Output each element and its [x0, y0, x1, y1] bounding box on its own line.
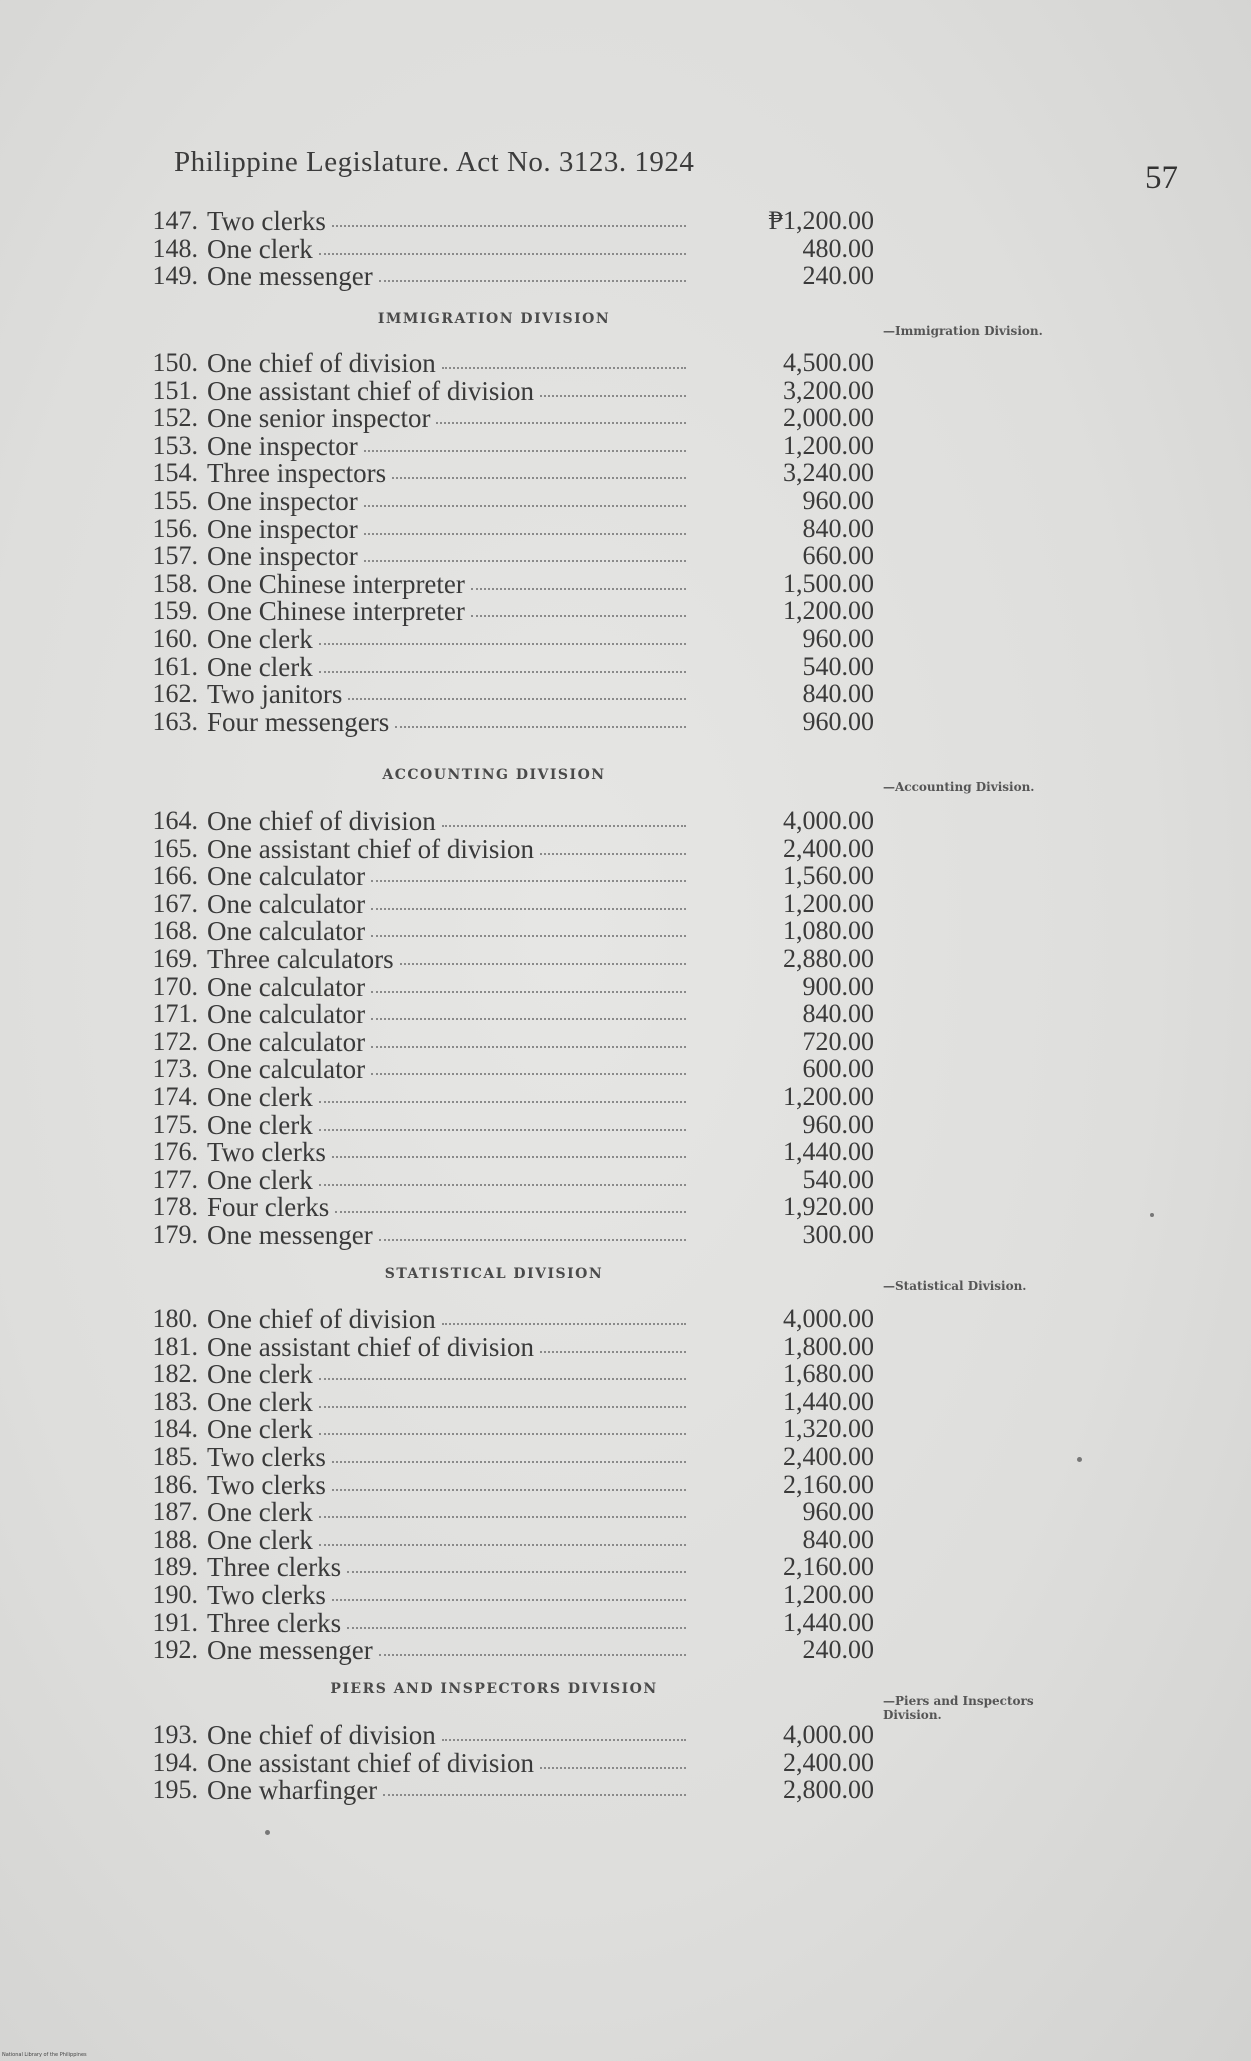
item-amount: 3,240.00: [783, 458, 874, 488]
item-amount: 840.00: [802, 513, 874, 543]
item-amount: 960.00: [802, 624, 874, 653]
dot-leader: [364, 533, 686, 535]
item-description: Four messengers: [207, 706, 390, 737]
item-number: 148.: [152, 233, 198, 263]
item-description: One chief of division: [207, 1304, 436, 1334]
item-description: One clerk: [207, 1164, 313, 1195]
item-number: 192.: [152, 1635, 198, 1665]
dot-leader: [436, 422, 686, 424]
item-description: One inspector: [207, 430, 358, 461]
line-item: [0, 349, 900, 377]
line-item: [0, 207, 900, 235]
item-amount: 1,080.00: [783, 916, 874, 946]
line-item: [0, 1166, 900, 1194]
line-item: [0, 1415, 900, 1443]
item-number: 158.: [152, 568, 198, 598]
item-amount: 840.00: [802, 999, 874, 1029]
page-header: Philippine Legislature. Act No. 3123. 1924: [174, 146, 695, 178]
dot-leader: [332, 1489, 686, 1491]
dot-leader: [540, 1351, 686, 1353]
line-item: [0, 625, 900, 653]
item-amount: 1,200.00: [783, 888, 874, 918]
item-description: One assistant chief of division: [207, 1747, 534, 1778]
item-amount: 1,560.00: [783, 861, 874, 891]
dot-leader: [540, 853, 686, 855]
dot-leader: [319, 253, 686, 255]
dot-leader: [371, 880, 686, 882]
line-item: [0, 1388, 900, 1416]
line-item: [0, 1193, 900, 1221]
line-item: [0, 1636, 900, 1664]
dot-leader: [348, 698, 686, 700]
line-item: [0, 973, 900, 1001]
item-number: 189.: [152, 1552, 198, 1582]
line-item: [0, 1305, 900, 1333]
line-item: [0, 1471, 900, 1499]
item-amount: 960.00: [802, 706, 874, 736]
item-description: One chief of division: [207, 1720, 436, 1750]
item-number: 165.: [152, 833, 198, 863]
item-amount: 3,200.00: [783, 375, 874, 405]
item-number: 164.: [152, 806, 198, 835]
scan-speck: [265, 1830, 270, 1835]
item-amount: 1,440.00: [783, 1386, 874, 1416]
item-description: One calculator: [207, 888, 366, 919]
item-amount: 2,160.00: [783, 1469, 874, 1499]
dot-leader: [332, 225, 686, 227]
item-description: One calculator: [207, 1026, 366, 1057]
dot-leader: [364, 505, 686, 507]
item-number: 149.: [152, 261, 198, 291]
dot-leader: [371, 1046, 686, 1048]
dot-leader: [319, 1516, 686, 1518]
line-item: [0, 1526, 900, 1554]
item-amount: 2,800.00: [783, 1775, 874, 1805]
item-description: One calculator: [207, 971, 366, 1002]
item-number: 147.: [152, 206, 198, 235]
item-description: One Chinese interpreter: [207, 596, 465, 627]
dot-leader: [471, 615, 686, 617]
dot-leader: [442, 1739, 686, 1741]
item-amount: 960.00: [802, 1109, 874, 1139]
line-item: [0, 1055, 900, 1083]
item-description: One Chinese interpreter: [207, 568, 465, 599]
item-description: One clerk: [207, 1082, 313, 1112]
item-number: 184.: [152, 1414, 198, 1444]
item-amount: 960.00: [802, 1497, 874, 1527]
line-item: [0, 1083, 900, 1111]
item-number: 181.: [152, 1331, 198, 1361]
item-description: One calculator: [207, 916, 366, 947]
item-number: 182.: [152, 1359, 198, 1389]
item-number: 172.: [152, 1026, 198, 1056]
dot-leader: [319, 1544, 686, 1546]
item-amount: 1,800.00: [783, 1331, 874, 1361]
item-description: Three clerks: [207, 1607, 342, 1638]
item-amount: 1,920.00: [783, 1192, 874, 1222]
dot-leader: [319, 1406, 686, 1408]
section-heading: STATISTICAL DIVISION: [384, 1266, 604, 1282]
item-amount: 1,440.00: [783, 1137, 874, 1167]
line-item: [0, 432, 900, 460]
item-amount: 240.00: [802, 1635, 874, 1665]
item-number: 195.: [152, 1775, 198, 1805]
margin-note: —Immigration Division.: [883, 324, 1043, 338]
line-item: [0, 917, 900, 945]
dot-leader: [319, 1378, 686, 1380]
line-item: [0, 377, 900, 405]
dot-leader: [319, 1433, 686, 1435]
line-item: [0, 1609, 900, 1637]
item-amount: 300.00: [802, 1220, 874, 1249]
item-amount: 2,880.00: [783, 944, 874, 973]
line-item: [0, 1776, 900, 1804]
line-item: [0, 542, 900, 570]
line-item: [0, 1111, 900, 1139]
item-number: 157.: [152, 541, 198, 571]
item-number: 160.: [152, 624, 198, 653]
line-item: [0, 1028, 900, 1056]
item-description: One clerk: [207, 651, 313, 682]
line-item: [0, 890, 900, 918]
item-number: 150.: [152, 348, 198, 377]
item-number: 173.: [152, 1054, 198, 1084]
line-item: [0, 653, 900, 681]
line-item: [0, 807, 900, 835]
line-item: [0, 570, 900, 598]
item-amount: 4,500.00: [783, 348, 874, 377]
line-item: [0, 1498, 900, 1526]
item-amount: 1,200.00: [783, 1082, 874, 1111]
item-description: One inspector: [207, 513, 358, 544]
item-description: Two clerks: [207, 1137, 326, 1168]
item-description: One inspector: [207, 541, 358, 572]
item-number: 185.: [152, 1442, 198, 1471]
item-description: One clerk: [207, 1359, 313, 1390]
margin-note: —Accounting Division.: [883, 780, 1035, 794]
item-number: 169.: [152, 944, 198, 973]
line-item: [0, 459, 900, 487]
item-description: One chief of division: [207, 348, 436, 378]
line-item: [0, 1721, 900, 1749]
line-item: [0, 1000, 900, 1028]
item-description: Three calculators: [207, 944, 394, 974]
item-number: 174.: [152, 1082, 198, 1111]
item-amount: 480.00: [802, 233, 874, 263]
item-description: One clerk: [207, 233, 313, 264]
item-number: 179.: [152, 1220, 198, 1249]
dot-leader: [332, 1461, 686, 1463]
dot-leader: [364, 560, 686, 562]
item-amount: 720.00: [802, 1026, 874, 1056]
dot-leader: [335, 1211, 686, 1213]
item-description: One clerk: [207, 1109, 313, 1140]
item-number: 180.: [152, 1304, 198, 1333]
line-item: [0, 515, 900, 543]
line-item: [0, 1360, 900, 1388]
item-description: Two clerks: [207, 206, 326, 236]
item-number: 186.: [152, 1469, 198, 1499]
dot-leader: [540, 1767, 686, 1769]
line-item: [0, 708, 900, 736]
line-item: [0, 597, 900, 625]
line-item: [0, 1443, 900, 1471]
item-description: One messenger: [207, 261, 373, 292]
item-description: One wharfinger: [207, 1775, 378, 1806]
item-amount: 1,320.00: [783, 1414, 874, 1444]
item-amount: 840.00: [802, 1524, 874, 1554]
item-number: 154.: [152, 458, 198, 488]
dot-leader: [379, 1239, 686, 1241]
item-description: One messenger: [207, 1635, 373, 1666]
scan-speck: [1077, 1457, 1082, 1462]
item-number: 190.: [152, 1580, 198, 1609]
item-description: Two clerks: [207, 1469, 326, 1500]
item-number: 176.: [152, 1137, 198, 1167]
dot-leader: [319, 1184, 686, 1186]
dot-leader: [332, 1156, 686, 1158]
item-description: Four clerks: [207, 1192, 330, 1223]
dot-leader: [383, 1794, 686, 1796]
line-item: [0, 404, 900, 432]
item-amount: 2,160.00: [783, 1552, 874, 1582]
dot-leader: [540, 395, 686, 397]
item-amount: 2,400.00: [783, 1442, 874, 1471]
line-item: [0, 862, 900, 890]
item-description: One clerk: [207, 1414, 313, 1445]
line-item: [0, 1581, 900, 1609]
dot-leader: [319, 1129, 686, 1131]
item-amount: 1,680.00: [783, 1359, 874, 1389]
item-amount: 540.00: [802, 651, 874, 681]
item-number: 175.: [152, 1109, 198, 1139]
dot-leader: [371, 935, 686, 937]
item-number: 163.: [152, 706, 198, 736]
dot-leader: [347, 1627, 686, 1629]
dot-leader: [371, 991, 686, 993]
dot-leader: [442, 825, 686, 827]
dot-leader: [319, 643, 686, 645]
item-number: 167.: [152, 888, 198, 918]
item-description: One calculator: [207, 999, 366, 1030]
line-item: [0, 262, 900, 290]
line-item: [0, 487, 900, 515]
dot-leader: [347, 1571, 686, 1573]
item-amount: 4,000.00: [783, 806, 874, 835]
line-item: [0, 945, 900, 973]
scan-footer: National Library of the Philippines: [2, 2052, 87, 2058]
item-description: Two clerks: [207, 1442, 326, 1472]
item-amount: 660.00: [802, 541, 874, 571]
dot-leader: [379, 280, 686, 282]
item-description: One clerk: [207, 1497, 313, 1528]
line-item: [0, 680, 900, 708]
scan-speck: [1150, 1213, 1154, 1217]
item-description: Two janitors: [207, 679, 343, 710]
item-amount: 4,000.00: [783, 1720, 874, 1749]
item-number: 193.: [152, 1720, 198, 1749]
item-amount: 1,200.00: [783, 1580, 874, 1609]
item-description: One assistant chief of division: [207, 1331, 534, 1362]
item-description: One inspector: [207, 486, 358, 516]
dot-leader: [379, 1654, 686, 1656]
item-amount: 1,500.00: [783, 568, 874, 598]
item-description: One calculator: [207, 1054, 366, 1085]
item-amount: 540.00: [802, 1164, 874, 1194]
item-description: One clerk: [207, 1386, 313, 1417]
item-description: One assistant chief of division: [207, 375, 534, 406]
dot-leader: [371, 1073, 686, 1075]
item-description: One clerk: [207, 1524, 313, 1555]
margin-note: —Statistical Division.: [883, 1279, 1027, 1293]
item-number: 153.: [152, 430, 198, 460]
item-description: One assistant chief of division: [207, 833, 534, 864]
dot-leader: [364, 450, 686, 452]
item-number: 156.: [152, 513, 198, 543]
item-description: Two clerks: [207, 1580, 326, 1610]
item-amount: 1,200.00: [783, 596, 874, 626]
item-number: 171.: [152, 999, 198, 1029]
item-number: 183.: [152, 1386, 198, 1416]
item-number: 194.: [152, 1747, 198, 1777]
item-amount: 600.00: [802, 1054, 874, 1084]
item-amount: 2,000.00: [783, 403, 874, 433]
line-item: [0, 1221, 900, 1249]
margin-note: —Piers and Inspectors Division.: [883, 1694, 1034, 1722]
dot-leader: [442, 1323, 686, 1325]
item-amount: 2,400.00: [783, 1747, 874, 1777]
item-number: 191.: [152, 1607, 198, 1637]
dot-leader: [392, 477, 686, 479]
item-number: 187.: [152, 1497, 198, 1527]
item-amount: 240.00: [802, 261, 874, 291]
item-description: One messenger: [207, 1220, 373, 1250]
item-number: 168.: [152, 916, 198, 946]
dot-leader: [471, 588, 686, 590]
item-amount: 4,000.00: [783, 1304, 874, 1333]
item-amount: ₱1,200.00: [768, 206, 874, 235]
item-number: 161.: [152, 651, 198, 681]
item-number: 170.: [152, 971, 198, 1001]
item-number: 151.: [152, 375, 198, 405]
line-item: [0, 1138, 900, 1166]
item-number: 177.: [152, 1164, 198, 1194]
page-number: 57: [1145, 160, 1178, 196]
item-number: 152.: [152, 403, 198, 433]
item-number: 178.: [152, 1192, 198, 1222]
section-heading: ACCOUNTING DIVISION: [382, 767, 606, 783]
dot-leader: [371, 1018, 686, 1020]
dot-leader: [371, 908, 686, 910]
item-number: 159.: [152, 596, 198, 626]
item-amount: 2,400.00: [783, 833, 874, 863]
item-number: 166.: [152, 861, 198, 891]
dot-leader: [319, 671, 686, 673]
item-amount: 1,200.00: [783, 430, 874, 460]
item-amount: 1,440.00: [783, 1607, 874, 1637]
dot-leader: [332, 1599, 686, 1601]
dot-leader: [442, 367, 686, 369]
item-description: One calculator: [207, 861, 366, 892]
item-description: One senior inspector: [207, 403, 431, 434]
line-item: [0, 1553, 900, 1581]
item-description: One clerk: [207, 624, 313, 654]
line-item: [0, 1749, 900, 1777]
item-number: 155.: [152, 486, 198, 515]
line-item: [0, 1333, 900, 1361]
line-item: [0, 835, 900, 863]
section-heading: PIERS AND INSPECTORS DIVISION: [330, 1681, 658, 1697]
item-amount: 840.00: [802, 679, 874, 709]
item-number: 188.: [152, 1524, 198, 1554]
line-item: [0, 235, 900, 263]
item-description: One chief of division: [207, 806, 436, 836]
dot-leader: [395, 726, 686, 728]
dot-leader: [319, 1101, 686, 1103]
item-amount: 960.00: [802, 486, 874, 515]
dot-leader: [400, 963, 686, 965]
item-amount: 900.00: [802, 971, 874, 1001]
item-description: Three inspectors: [207, 458, 387, 489]
item-description: Three clerks: [207, 1552, 342, 1583]
section-heading: IMMIGRATION DIVISION: [377, 311, 611, 327]
item-number: 162.: [152, 679, 198, 709]
